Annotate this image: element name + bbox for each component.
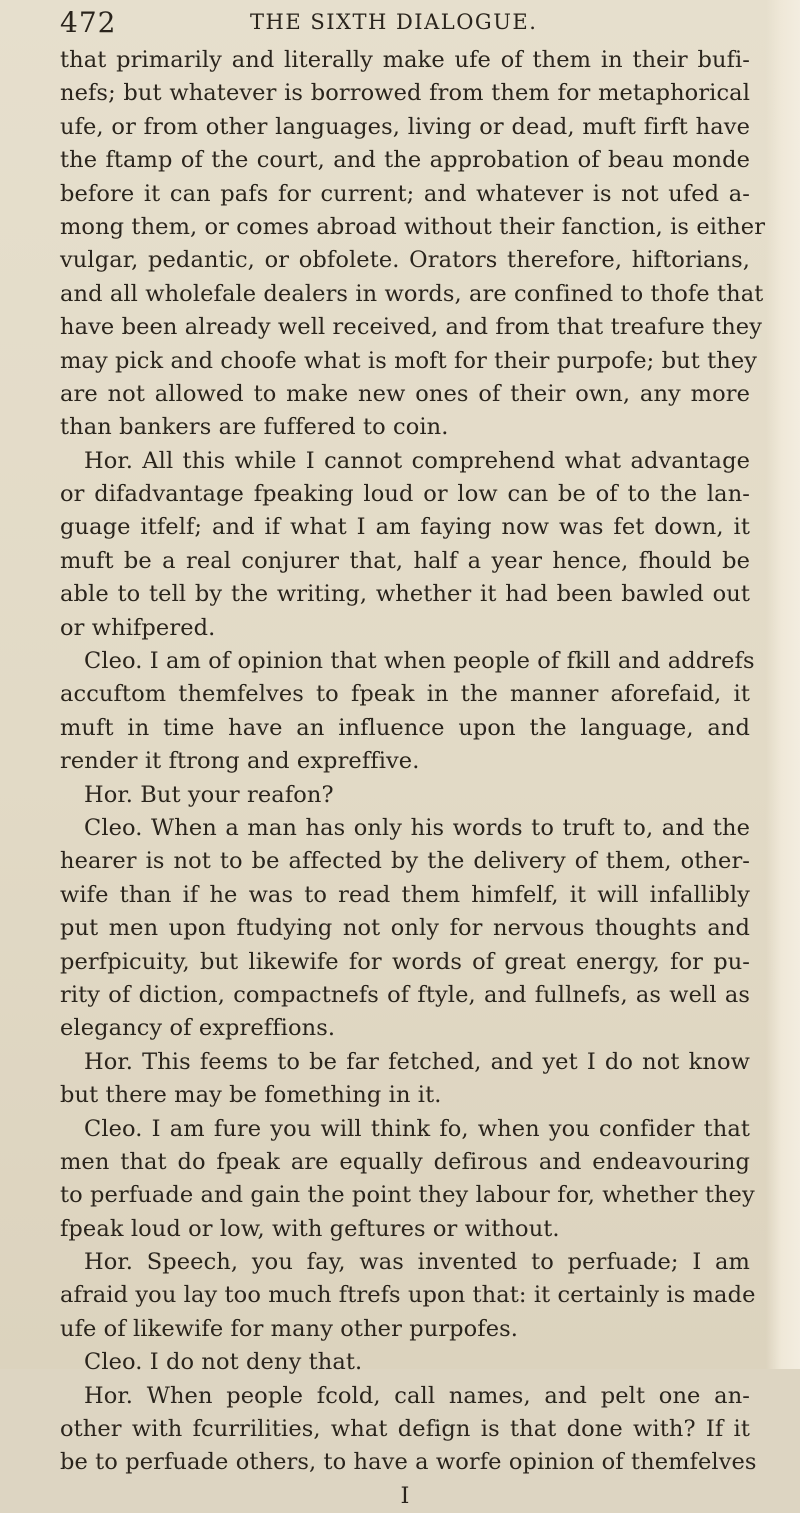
text-line: Cleo. I am of opinion that when people of fkill and addrefs — [84, 648, 755, 675]
text-line: nefs; but whatever is borrowed from them for metaphorical — [60, 80, 750, 107]
text-line: men that do fpeak are equally defirous and endeavouring — [60, 1148, 750, 1175]
text-line: fpeak loud or low, with geftures or without. — [60, 1215, 560, 1242]
text-line: able to tell by the writing, whether it had been bawled out — [60, 581, 750, 608]
text-line: may pick and choofe what is moft for their purpofe; but they — [60, 347, 758, 374]
text-line: ufe, or from other languages, living or dead, muft firft have — [60, 113, 750, 140]
text-line: Hor. But your reafon? — [84, 781, 334, 808]
running-head — [60, 6, 750, 40]
page-number: 472 — [60, 6, 117, 39]
text-line: afraid you lay too much ftrefs upon that: it certainly is made — [60, 1282, 756, 1309]
text-line: that primarily and literally make ufe of them in their bufi- — [60, 47, 750, 73]
text-line: Hor. All this while I cannot comprehend what advantage — [84, 447, 750, 474]
text-line: Cleo. When a man has only his words to truft to, and the — [84, 814, 750, 841]
text-line: mong them, or comes abroad without their fanction, is either — [60, 213, 766, 240]
text-line: elegancy of expreffions. — [60, 1015, 336, 1042]
text-line: Cleo. I do not deny that. — [84, 1349, 363, 1376]
text-line: wife than if he was to read them himfelf, it will infallibly — [60, 881, 750, 908]
text-line: but there may be fomething in it. — [60, 1082, 442, 1109]
text-line: muft be a real conjurer that, half a year hence, fhould be — [60, 547, 750, 574]
text-line: hearer is not to be affected by the delivery of them, other- — [60, 848, 750, 875]
text-line: ufe of likewife for many other purpofes. — [60, 1315, 519, 1342]
text-line: Hor. When people fcold, call names, and pelt one an- — [84, 1382, 750, 1409]
text-line: have been already well received, and from that treafure they — [60, 314, 763, 341]
text-line: or whifpered. — [60, 614, 216, 641]
text-line: vulgar, pedantic, or obfolete. Orators therefore, hiftorians, — [60, 247, 750, 274]
text-line: Hor. Speech, you fay, was invented to perfuade; I am — [84, 1249, 750, 1276]
running-title: THE SIXTH DIALOGUE. — [250, 10, 538, 34]
text-line: guage itfelf; and if what I am faying now was fet down, it — [60, 514, 750, 541]
text-line: to perfuade and gain the point they labour for, whether they — [60, 1182, 755, 1209]
text-line: other with fcurrilities, what defign is that done with? If it — [60, 1416, 750, 1443]
text-line: rity of diction, compactnefs of ftyle, and fullnefs, as well as — [60, 981, 750, 1008]
text-line: be to perfuade others, to have a worfe opinion of themfelves — [60, 1449, 757, 1476]
text-line: muft in time have an influence upon the language, and — [60, 714, 750, 741]
text-line: than bankers are fuffered to coin. — [60, 414, 449, 441]
text-line: the ftamp of the court, and the approbation of beau monde — [60, 147, 750, 174]
page-edge-shadow — [766, 0, 800, 1369]
text-line: Hor. This feems to be far fetched, and yet I do not know — [84, 1048, 750, 1075]
text-line: are not allowed to make new ones of their own, any more — [60, 380, 750, 407]
text-line: put men upon ftudying not only for nervous thoughts and — [60, 915, 750, 942]
text-line: and all wholefale dealers in words, are confined to thofe that — [60, 280, 764, 307]
text-line: accuftom themfelves to fpeak in the manner aforefaid, it — [60, 681, 750, 708]
text-line: render it ftrong and expreffive. — [60, 748, 420, 775]
text-line: before it can pafs for current; and whatever is not ufed a- — [60, 180, 750, 207]
text-line: perfpicuity, but likewife for words of great energy, for pu- — [60, 948, 750, 975]
signature-mark: I — [400, 1482, 410, 1509]
text-line: Cleo. I am fure you will think fo, when you confider that — [84, 1115, 750, 1142]
text-line: or difadvantage fpeaking loud or low can be of to the lan- — [60, 481, 750, 508]
body-text — [60, 44, 766, 1513]
